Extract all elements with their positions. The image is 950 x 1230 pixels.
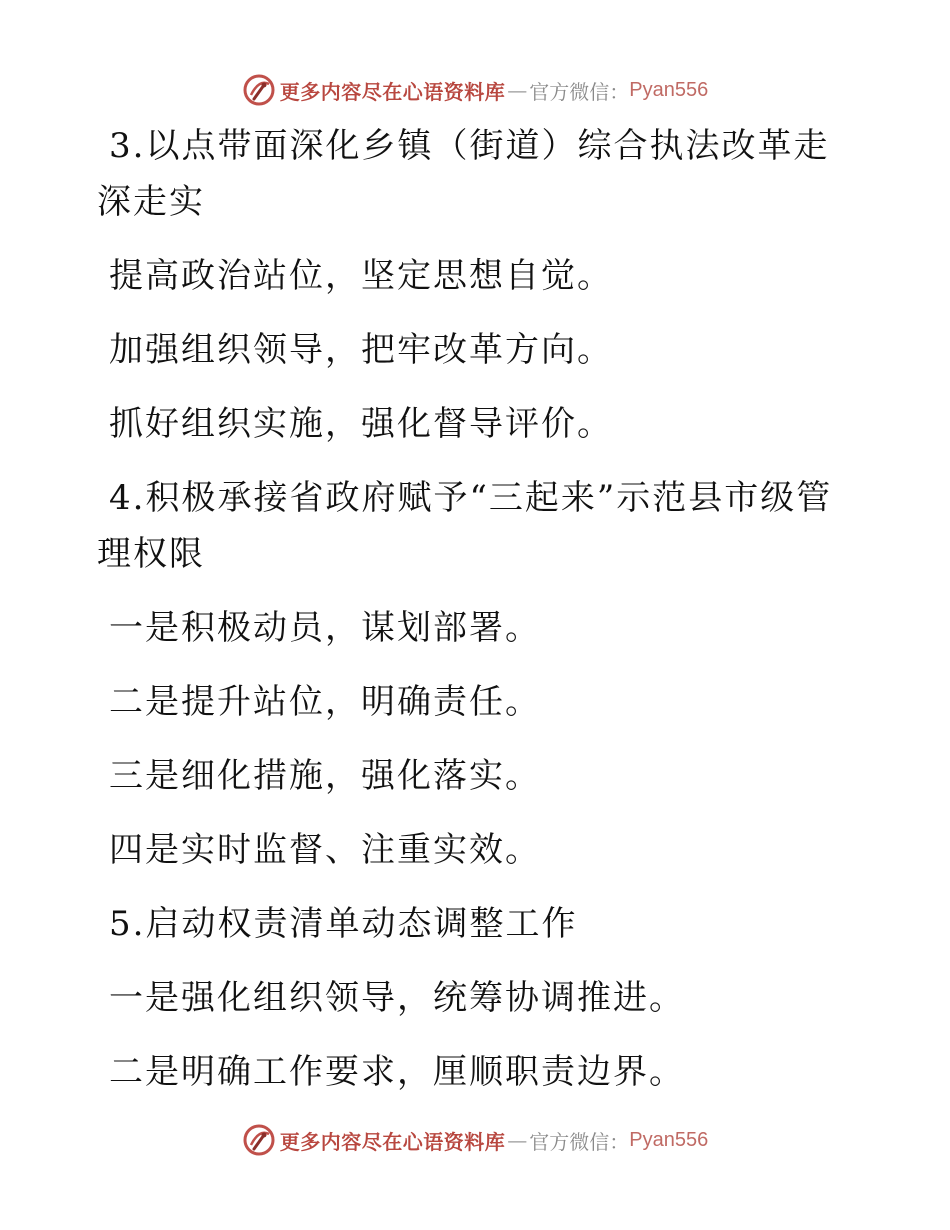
watermark-sub: 官方微信：	[529, 1129, 630, 1154]
paragraph: 加强组织领导，把牢改革方向。	[109, 330, 613, 370]
paragraph: 三是细化措施，强化落实。	[109, 756, 541, 796]
watermark-id: Pyan556	[629, 1128, 709, 1151]
footer-watermark	[0, 1120, 950, 1160]
paragraph: 二是提升站位，明确责任。	[109, 682, 541, 722]
watermark-id: Pyan556	[629, 78, 709, 101]
watermark-dash: —	[507, 78, 528, 102]
header-watermark	[0, 70, 950, 110]
section-heading-5: 5.启动权责清单动态调整工作	[109, 904, 578, 944]
paragraph: 抓好组织实施，强化督导评价。	[109, 404, 613, 444]
watermark-sub: 官方微信：	[529, 79, 630, 104]
logo-icon	[242, 1123, 276, 1157]
paragraph: 一是强化组织领导，统筹协调推进。	[109, 978, 685, 1018]
watermark-brand: 更多内容尽在心语资料库	[279, 1129, 506, 1154]
watermark-brand: 更多内容尽在心语资料库	[279, 79, 506, 104]
section-heading-3: 3.以点带面深化乡镇（街道）综合执法改革走深走实	[97, 126, 830, 222]
paragraph: 四是实时监督、注重实效。	[109, 830, 541, 870]
paragraph: 二是明确工作要求，厘顺职责边界。	[109, 1052, 685, 1092]
document-body	[97, 118, 837, 1118]
logo-icon	[242, 73, 276, 107]
paragraph: 提高政治站位，坚定思想自觉。	[109, 256, 613, 296]
watermark-dash: —	[507, 1128, 528, 1152]
paragraph: 一是积极动员，谋划部署。	[109, 608, 541, 648]
section-heading-4: 4.积极承接省政府赋予“三起来”示范县市级管理权限	[97, 478, 833, 574]
